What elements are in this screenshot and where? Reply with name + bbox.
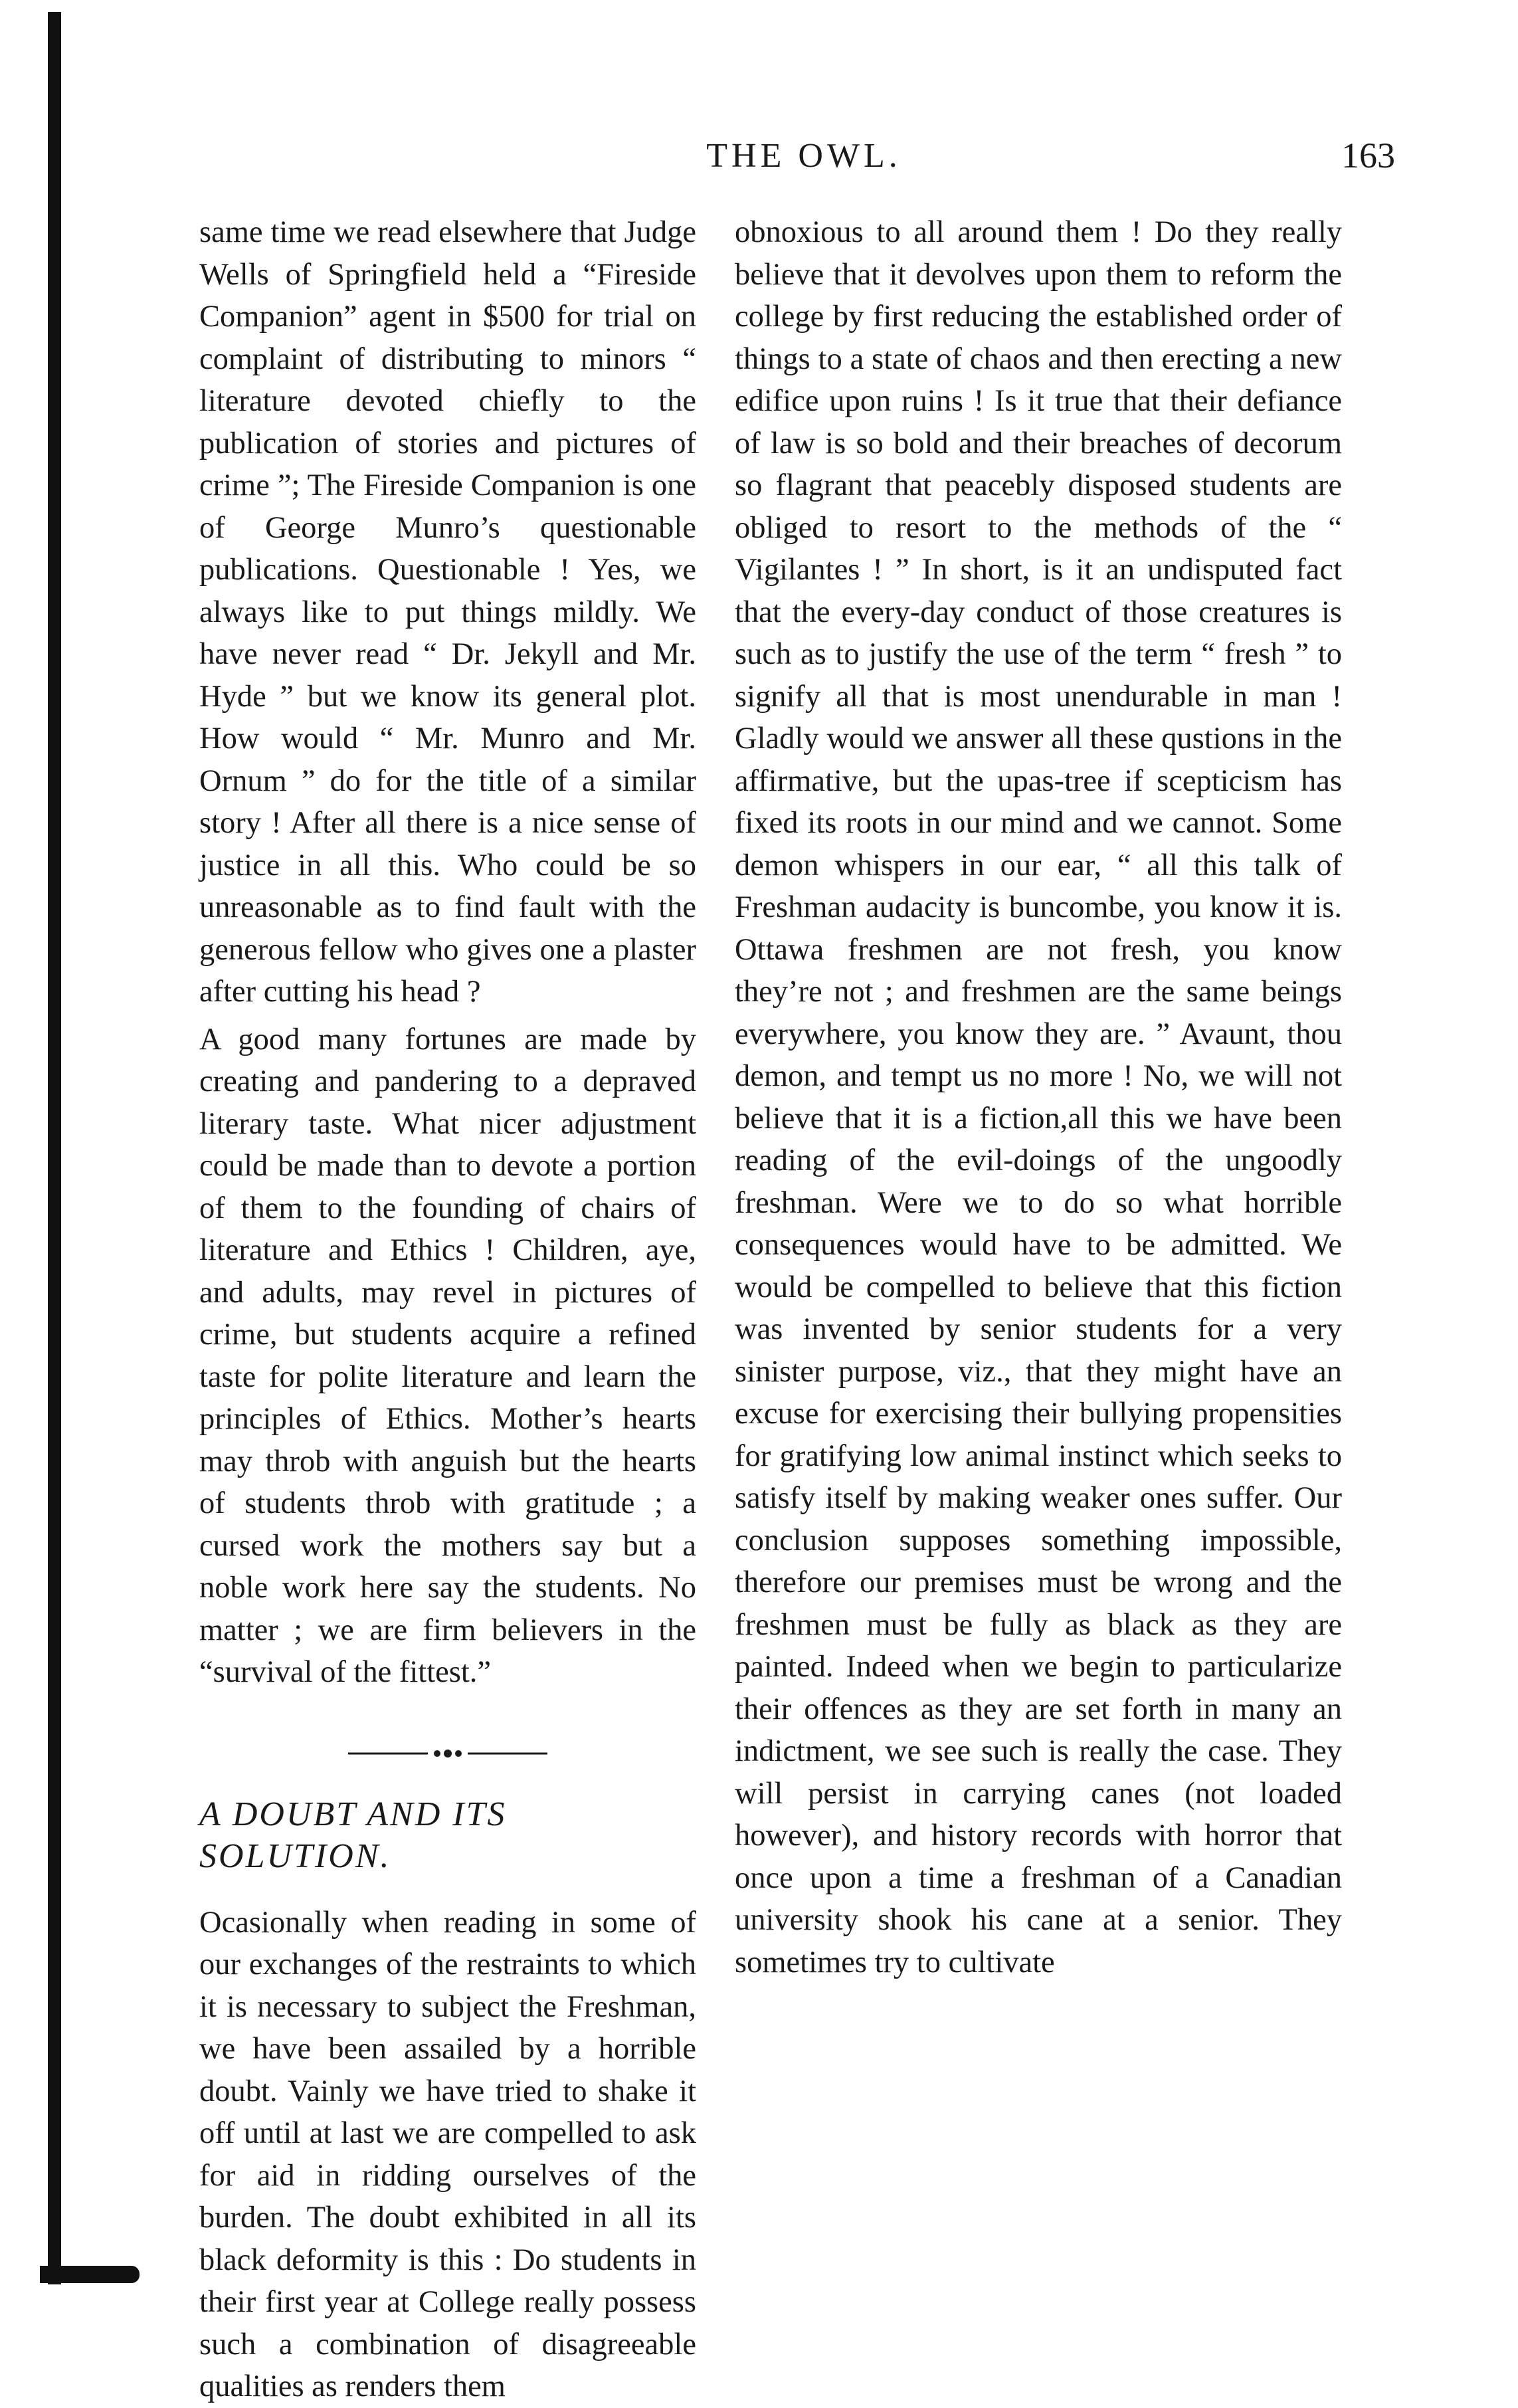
section-divider-ornament <box>348 1740 547 1767</box>
right-column <box>735 211 1342 1983</box>
page-number: 163 <box>1341 136 1395 175</box>
running-title: THE OWL. <box>706 137 901 175</box>
page-binding-shadow <box>48 12 61 2284</box>
page-header <box>199 130 1408 189</box>
page-binding-foot <box>40 2266 140 2283</box>
left-column <box>199 211 696 2408</box>
left-paragraph-2: A good many fortunes are made by creating and pandering to a depraved literary taste. What nicer adjustment could be made than to devote a portion of them to the founding of chairs of literature and Ethics ! Children, aye, and adults, may revel in pictures of crime, but students acquire a refined taste for polite literature and learn the principles of Ethics. Mother’s hearts may throb with anguish but the hearts of students throb with gratitude ; a cursed work the mothers say but a noble work here say the students. No matter ; we are firm believers in the “survival of the fittest.” <box>199 1022 696 1689</box>
right-paragraph-1: obnoxious to all around them ! Do they really believe that it devolves upon them to reform the college by first reducing the established order of things to a state of chaos and then erecting a new edifice upon ruins ! Is it true that their defiance of law is so bold and their breaches of decorum so flagrant that peacebly disposed students are obliged to resort to the methods of the “ Vigilantes ! ” In short, is it an undisputed fact that the every-day conduct of those creatures is such as to justify the use of the term “ fresh ” to signify all that is most unendurable in man ! Gladly would we answer all these qustions in the affirmative, but the upas-tree if scepticism has fixed its roots in our mind and we cannot. Some demon whispers in our ear, “ all this talk of Freshman audacity is buncombe, you know it is. Ottawa freshmen are not fresh, you know they’re not ; and freshmen are the same beings everywhere, you know they are. ” Avaunt, thou demon, and tempt us no more ! No, we will not believe that it is a fiction,all this we have been reading of the evil-doings of the ungoodly freshman. Were we to do so what horrible consequences would have to be admitted. We would be compelled to believe that this fiction was invented by senior students for a very sinister purpose, viz., that they might have an excuse for exercising their bullying propensities for gratifying low animal instinct which seeks to satisfy itself by making weaker ones suffer. Our conclusion supposes something impossible, therefore our premises must be wrong and the freshmen must be fully as black as they are painted. Indeed when we begin to particularize their offences as they are set forth in many an indictment, we see such is really the case. They will persist in carrying canes (not loaded however), and history records with horror that once upon a time a freshman of a Canadian university shook his cane at a senior. They sometimes try to cultivate <box>735 215 1342 1979</box>
left-paragraph-3: Ocasionally when reading in some of our exchanges of the restraints to which it is necessary to subject the Freshman, we have been assailed by a horrible doubt. Vainly we have tried to shake it off until at last we are compelled to ask for aid in ridding ourselves of the burden. The doubt exhibited in all its black deformity is this : Do students in their first year at College really possess such a combination of disagreeable qualities as renders them <box>199 1905 696 2403</box>
section-heading: A DOUBT AND ITS SOLUTION. <box>199 1795 507 1875</box>
left-paragraph-1: same time we read elsewhere that Judge Wells of Springfield held a “Fireside Companion” agent in $500 for trial on complaint of distributing to minors “ literature devoted chiefly to the publication of stories and pictures of crime ”; The Fireside Companion is one of George Munro’s questionable publications. Questionable ! Yes, we always like to put things mildly. We have never read “ Dr. Jekyll and Mr. Hyde ” but we know its general plot. How would “ Mr. Munro and Mr. Ornum ” do for the title of a similar story ! After all there is a nice sense of justice in all this. Who could be so unreasonable as to find fault with the generous fellow who gives one a plaster after cutting his head ? <box>199 215 696 1009</box>
